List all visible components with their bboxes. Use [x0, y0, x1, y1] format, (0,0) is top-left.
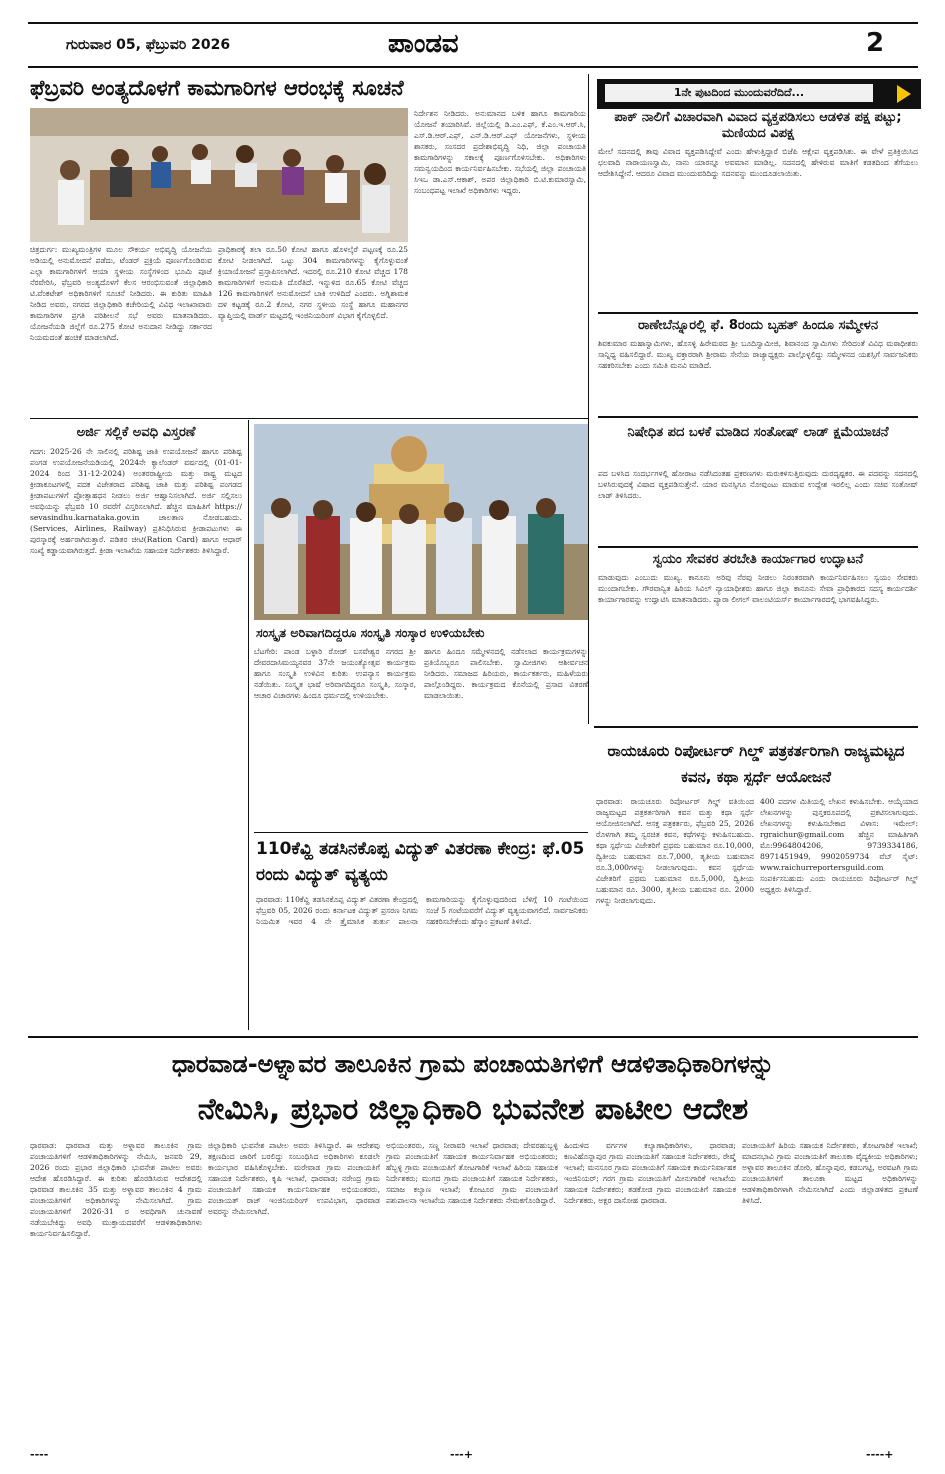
story-lad-body: ಪದ ಬಳಸಿದ ಸಂದರ್ಭಗಳಲ್ಲಿ ಹೋರಾಟ ನಡೆಸಿದಂತಹ ಪ್ರಕರಣಗಳು ಮರುಕಳಿಸುತ್ತಿರುವುದು ದುರದೃಷ್ಟಕರ. ಈ ಪದವನ್ನು ಸದನದಲ್ಲಿ ಬಳಸಿರುವುದಕ್ಕೆ ವಿಷಾದ ವ್ಯಕ್ತಪಡಿಸುತ್ತೇನೆ. ಯಾರ ಮನಸ್ಸಿಗೂ ನೋವುಂಟು ಮಾಡುವ ಉದ್ದೇಶ ಇರಲಿಲ್ಲ ಎಂದು ಸಚಿವ ಸಂತೋಷ್ ಲಾಡ್ ತಿಳಿಸಿದರು.	[598, 469, 918, 500]
bottom-story-col-5: ಪಂಚಾಯತಿಗೆ ಹಿರಿಯ ಸಹಾಯಕ ನಿರ್ದೇಶಕರು, ತೋಟಗಾರಿಕೆ ಇಲಾಖೆ; ಮಾದನಭಾವಿ ಗ್ರಾಮ ಪಂಚಾಯತಿಗೆ ತಾಲೂಕಾ ವೈದ್ಯಕೀಯ ಅಧಿಕಾರಿಗಳು; ಅಳ್ನಾವರ ತಾಲೂಕಿನ ಡೋರಿ, ಹೊನ್ನಾಪುರ, ಕಡಬಗಟ್ಟಿ, ಅರವಟಗಿ ಗ್ರಾಮ ಪಂಚಾಯತಿಗಳಿಗೆ ತಾಲೂಕಾ ಮಟ್ಟದ ಅಧಿಕಾರಿಗಳನ್ನು ಆಡಳಿತಾಧಿಕಾರಿಗಳಾಗಿ ನೇಮಿಸಲಾಗಿದೆ ಎಂದು ಜಿಲ್ಲಾಡಳಿತದ ಪ್ರಕಟಣೆ ತಿಳಿಸಿದೆ.	[742, 1141, 918, 1205]
story-hindu-body: ಶಿವಕುಮಾರ ಮಹಾಸ್ವಾಮಿಗಳು, ಹೊಸಳ್ಳಿ ಹಿರೇಮಠದ ಶ್ರೀ ಬೂದಿಸ್ವಾಮೀಜಿ, ಶಿವಾನಂದ ಸ್ವಾಮಿಗಳು ಸೇರಿದಂತೆ ವಿವಿಧ ಮಠಾಧೀಶರು ಸಾನ್ನಿಧ್ಯ ವಹಿಸಲಿದ್ದಾರೆ. ಮುಖ್ಯ ವಕ್ತಾರರಾಗಿ ಶ್ರೀರಾಮ ಸೇನೆಯ ರಾಜ್ಯಾಧ್ಯಕ್ಷರು ಪಾಲ್ಗೊಳ್ಳಲಿದ್ದು ಸಮ್ಮೇಳನದ ಯಶಸ್ಸಿಗೆ ಸಾರ್ವಜನಿಕರು ಸಹಕರಿಸಬೇಕು ಎಂದು ಸಮಿತಿ ಮನವಿ ಮಾಡಿದೆ.	[598, 339, 918, 370]
story-divider	[598, 546, 918, 548]
footer-mark-center: ---+	[450, 1448, 473, 1461]
photo-story-col-1: ಬೆಟಗೇರಿ: ಪಾಂಡ ಬಳ್ಳಾರಿ ರೋಡ್ ಬಸವೇಶ್ವರ ನಗರದ ಶ್ರೀ ದೇವರದಾಸಿಮಯ್ಯನವರ 37ನೇ ಜಯಂತ್ಯೋತ್ಸವ ಕಾರ್ಯಕ್ರಮ ಹಾಗೂ ಸಂಸ್ಕೃತಿ ಉಳಿವಿನ ಕುರಿತು ಉಪನ್ಯಾಸ ಕಾರ್ಯಕ್ರಮ ನಡೆಯಿತು. ಸಂಸ್ಕೃತ ಭಾಷೆ ಅರಿವಾಗದಿದ್ದರೂ ಸಂಸ್ಕೃತಿ, ಸಂಸ್ಕಾರ, ಆಚಾರ ವಿಚಾರಗಳು ಹಿಂದೂ ಧರ್ಮದಲ್ಲಿ ಉಳಿಯಬೇಕು.	[254, 647, 416, 700]
newspaper-title: ಪಾಂಡವ	[388, 29, 459, 59]
bottom-story-col-3: ಅಭಿಯಂತರರು, ಸಣ್ಣ ನೀರಾವರಿ ಇಲಾಖೆ ಧಾರವಾಡ; ದೇವರಹುಬ್ಬಳ್ಳಿ ಗ್ರಾಮ ಪಂಚಾಯತಿಗೆ ಸಹಾಯಕ ಕಾರ್ಯನಿರ್ವಾಹಕ ಅಭಿಯಂತರರು; ಹೆಬ್ಬಳ್ಳಿ ಗ್ರಾಮ ಪಂಚಾಯತಿಗೆ ತೋಟಗಾರಿಕೆ ಇಲಾಖೆ ಹಿರಿಯ ಸಹಾಯಕ ನಿರ್ದೇಶಕರು; ಮುಗದ ಗ್ರಾಮ ಪಂಚಾಯತಿಗೆ ಸಹಾಯಕ ನಿರ್ದೇಶಕರು, ಸಮಾಜ ಕಲ್ಯಾಣ ಇಲಾಖೆ; ಕೋಟೂರ ಗ್ರಾಮ ಪಂಚಾಯತಿಗೆ ಪಶುಪಾಲನಾ ಇಲಾಖೆಯ ಸಹಾಯಕ ನಿರ್ದೇಶಕರು ನೇಮಕಗೊಂಡಿದ್ದಾರೆ.	[386, 1141, 558, 1205]
masthead-top-rule	[28, 22, 918, 24]
top-story-headline: ಫೆಬ್ರವರಿ ಅಂತ್ಯದೊಳಗೆ ಕಾಮಗಾರಿಗಳ ಆರಂಭಕ್ಕೆ ಸೂಚನೆ	[30, 76, 404, 100]
top-story-col-2: ಪ್ರಾಧಿಕಾರಕ್ಕೆ ತಲಾ ರೂ.50 ಕೋಟಿ ಹಾಗೂ ಹೊಳಲ್ಕೆರೆ ಪಟ್ಟಣಕ್ಕೆ ರೂ.25 ಕೋಟಿ ನೀಡಲಾಗಿದೆ. ಒಟ್ಟು 304 ಕಾಮಗಾರಿಗಳನ್ನು ಕೈಗೊಳ್ಳುವಂತೆ ಕ್ರಿಯಾಯೋಜನೆ ಪ್ರಸ್ತಾಪಿಸಲಾಗಿದೆ. ಇದರಲ್ಲಿ ರೂ.210 ಕೋಟಿ ವೆಚ್ಚದ 178 ಕಾಮಗಾರಿಗಳಿಗೆ ಅನುಮತಿ ದೊರೆತಿದೆ. ಇನ್ನುಳಿದ ರೂ.65 ಕೋಟಿ ವೆಚ್ಚದ 126 ಕಾಮಗಾರಿಗಳಿಗೆ ಅನುಮೋದನೆ ಬಾಕಿ ಉಳಿದಿದೆ ಎಂದರು. ಅಗ್ನಿಶಾಮಕ ದಳ ಕಟ್ಟಡಕ್ಕೆ ರೂ.2 ಕೋಟಿ, ನಗರ ಸ್ಥಳೀಯ ಸಂಸ್ಥೆ ಹಾಗೂ ಮಹಾನಗರ ವ್ಯಾಪ್ತಿಯಲ್ಲಿ ವಾರ್ಡ್ ಮಟ್ಟದಲ್ಲಿ ಇಂಜಿನಿಯರಿಂಗ್ ವಿಭಾಗ ಕೈಗೊಳ್ಳಲಿದೆ.	[218, 245, 408, 320]
section-rule	[594, 726, 918, 728]
footer-mark-right: ----+	[866, 1448, 894, 1461]
power-story-body: ಧಾರವಾಡ: 110ಕೆವ್ಹಿ ತಡಸಿನಕೊಪ್ಪ ವಿದ್ಯುತ್ ವಿತರಣಾ ಕೇಂದ್ರದಲ್ಲಿ ಫೆಬ್ರವರಿ 05, 2026 ರಂದು ಕರ್ನಾಟಕ ವಿದ್ಯುತ್ ಪ್ರಸರಣ ನಿಗಮ ನಿಯಮಿತ ಇವರ 4 ನೇ ತ್ರೈಮಾಸಿಕ ತುರ್ತು ಪಾಲನಾ ಕಾಮಗಾರಿಯನ್ನು ಕೈಗೊಳ್ಳುವುದರಿಂದ ಬೆಳಿಗ್ಗೆ 10 ಗಂಟೆಯಿಂದ ಸಂಜೆ 5 ಗಂಟೆಯವರೆಗೆ ವಿದ್ಯುತ್ ವ್ಯತ್ಯಯವಾಗಲಿದೆ. ಸಾರ್ವಜನಿಕರು ಸಹಕರಿಸಬೇಕೆಂದು ಹೆಸ್ಕಾಂ ಪ್ರಕಟಣೆ ತಿಳಿಸಿದೆ.	[256, 895, 588, 926]
bottom-story-head-line-1: ಧಾರವಾಡ-ಅಳ್ನಾವರ ತಾಲೂಕಿನ ಗ್ರಾಮ ಪಂಚಾಯತಿಗಳಿಗೆ ಆಡಳಿತಾಧಿಕಾರಿಗಳನ್ನು	[171, 1050, 775, 1078]
continued-banner	[597, 79, 921, 109]
story-volunteer-head: ಸ್ವಯಂ ಸೇವಕರ ತರಬೇತಿ ಕಾರ್ಯಾಗಾರ ಉದ್ಘಾಟನೆ	[652, 552, 864, 567]
application-extension-head: ಅರ್ಜಿ ಸಲ್ಲಿಕೆ ಅವಧಿ ವಿಸ್ತರಣೆ	[76, 425, 196, 440]
story-lad-head: ನಿಷೇಧಿತ ಪದ ಬಳಕೆ ಮಾಡಿದ ಸಂತೋಷ್ ಲಾಡ್ ಕ್ಷಮೆಯಾಚನೆ	[627, 425, 889, 440]
story-volunteer-body: ಮಾಡುವುದು ಎಂಬುದು ಮುಖ್ಯ. ಕಾನೂನು ಅರಿವು ನೆರವು ನೀಡಲು ನಿರಂತರವಾಗಿ ಕಾರ್ಯನಿರ್ವಹಿಸಲು ಸ್ವಯಂ ಸೇವಕರು ಮುಂದಾಗಬೇಕು. ಗೌರವಾನ್ವಿತ ಹಿರಿಯ ಸಿವಿಲ್ ನ್ಯಾಯಾಧೀಶರು ಹಾಗೂ ಜಿಲ್ಲಾ ಕಾನೂನು ಸೇವಾ ಪ್ರಾಧಿಕಾರದ ಸದಸ್ಯ ಕಾರ್ಯದರ್ಶಿ ಕಾರ್ಯಾಗಾರವನ್ನು ಉದ್ಘಾಟಿಸಿ ಮಾತನಾಡಿದರು. ಪ್ಯಾರಾ ಲೀಗಲ್ ವಾಲಂಟಿಯರ್ಸ್ ಕಾರ್ಯಾಗಾರದಲ್ಲಿ ಭಾಗವಹಿಸಿದ್ದರು.	[598, 573, 918, 604]
bottom-story-col-4: ಹಿಂದುಳಿದ ವರ್ಗಗಳ ಕಲ್ಯಾಣಾಧಿಕಾರಿಗಳು, ಧಾರವಾಡ; ಕಣವಿಹೊನ್ನಾಪುರ ಗ್ರಾಮ ಪಂಚಾಯತಿಗೆ ಸಹಾಯಕ ನಿರ್ದೇಶಕರು, ರೇಷ್ಮೆ ಇಲಾಖೆ; ಮನಸೂರ ಗ್ರಾಮ ಪಂಚಾಯತಿಗೆ ಸಹಾಯಕ ಕಾರ್ಯನಿರ್ವಾಹಕ ಇಂಜಿನಿಯರ್; ಗರಗ ಗ್ರಾಮ ಪಂಚಾಯತಿಗೆ ಮೀನುಗಾರಿಕೆ ಇಲಾಖೆಯ ಸಹಾಯಕ ನಿರ್ದೇಶಕರು; ತಡಕೋಡ ಗ್ರಾಮ ಪಂಚಾಯತಿಗೆ ಸಹಾಯಕ ನಿರ್ದೇಶಕರು, ಅಕ್ಷರ ದಾಸೋಹ ಧಾರವಾಡ.	[564, 1141, 736, 1205]
section-rule	[30, 418, 588, 419]
story-pak-body: ಮೇಲೆ ಸದನದಲ್ಲಿ ತಾವು ವಿವಾದ ವ್ಯಕ್ತಪಡಿಸಿದ್ದೇವೆ ಎಂದು ಹೇಳುತ್ತಿದ್ದಾರೆ ಬಿಜೆಪಿ ಆಕ್ಷೇಪ ವ್ಯಕ್ತಪಡಿಸಿತು. ಈ ವೇಳೆ ಪ್ರತಿಕ್ರಿಯಿಸಿದ ಛಲವಾದಿ ನಾರಾಯಣಸ್ವಾಮಿ, ನಾನು ಯಾರನ್ನೂ ಅವಮಾನ ಮಾಡಿಲ್ಲ. ಸದನದಲ್ಲಿ ಹೇಳಿರುವ ಮಾತಿಗೆ ಕಡತದಿಂದ ತೆಗೆಯಲು ಆದೇಶಿಸಿದ್ದೇನೆ. ಆದರೂ ವಿವಾದ ಮುಂದುವರಿದಿದ್ದು ಸದನವನ್ನು ಮುಂದೂಡಲಾಯಿತು.	[598, 147, 918, 178]
reporters-story-col-1: ಧಾರವಾಡ: ರಾಯಚೂರು ರಿಪೋರ್ಟರ್ ಗಿಲ್ಡ್ ವತಿಯಿಂದ ರಾಜ್ಯಮಟ್ಟದ ಪತ್ರಕರ್ತರಿಗಾಗಿ ಕವನ ಮತ್ತು ಕಥಾ ಸ್ಪರ್ಧೆ ಆಯೋಜಿಸಲಾಗಿದೆ. ಆಸಕ್ತ ಪತ್ರಕರ್ತರು, ಫೆಬ್ರವರಿ 25, 2026 ರೊಳಗಾಗಿ ತಮ್ಮ ಸ್ವರಚಿತ ಕವನ, ಕಥೆಗಳನ್ನು ಕಳುಹಿಸಬಹುದು. ಕಥಾ ಸ್ಪರ್ಧೆಯ ವಿಜೇತರಿಗೆ ಪ್ರಥಮ ಬಹುಮಾನ ರೂ.10,000, ದ್ವಿತೀಯ ಬಹುಮಾನ ರೂ.7,000, ತೃತೀಯ ಬಹುಮಾನ ರೂ.3,000ಗಳನ್ನು ನೀಡಲಾಗುವುದು. ಕವನ ಸ್ಪರ್ಧೆಯ ವಿಜೇತರಿಗೆ ಪ್ರಥಮ ಬಹುಮಾನ ರೂ.5,000, ದ್ವಿತೀಯ ಬಹುಮಾನ ರೂ. 3000, ತೃತೀಯ ಬಹುಮಾನ ರೂ. 2000 ಗಳನ್ನು ನೀಡಲಾಗುವುದು.	[596, 797, 754, 905]
photo-story-col-2: ಹಾಗೂ ಹಿಂದೂ ಸಮ್ಮೇಳನದಲ್ಲಿ ನಡೆಸಲಾದ ಕಾರ್ಯಕ್ರಮಗಳನ್ನು ಪ್ರತಿಯೊಬ್ಬರೂ ಪಾಲಿಸಬೇಕು. ಸ್ವಾಮೀಜಿಗಳು ಆಶೀರ್ವಚನ ನೀಡಿದರು. ಸಮಾಜದ ಹಿರಿಯರು, ಕಾರ್ಯಕರ್ತರು, ಮಹಿಳೆಯರು ಪಾಲ್ಗೊಂಡಿದ್ದರು. ಕಾರ್ಯಕ್ರಮದ ಕೊನೆಯಲ್ಲಿ ಪ್ರಸಾದ ವಿತರಣೆ ಮಾಡಲಾಯಿತು.	[424, 647, 588, 700]
meeting-photo	[30, 108, 408, 242]
section-rule	[28, 1036, 918, 1038]
story-divider	[598, 416, 918, 418]
story-divider	[598, 312, 918, 314]
arrow-right-icon	[897, 85, 911, 103]
reporters-story-col-2: 400 ಪದಗಳ ಮಿತಿಯಲ್ಲಿ ಲೇಖನ ಕಳುಹಿಸಬೇಕು. ಆಯ್ಕೆಯಾದ ಲೇಖನಗಳನ್ನು ಪುಸ್ತಕರೂಪದಲ್ಲಿ ಪ್ರಕಟಿಸಲಾಗುವುದು. ಲೇಖನಗಳನ್ನು ಕಳುಹಿಸಬೇಕಾದ ವಿಳಾಸ: ಇಮೇಲ್: rgraichur@gmail.com ಹೆಚ್ಚಿನ ಮಾಹಿತಿಗಾಗಿ ಮೊ:9964804206, 9739334186, 8971451949, 9902059734 ವೆಬ್ ಸೈಟ್: www.raichurreportersguild.com ಸಂಪರ್ಕಿಸಬಹುದು ಎಂದು ರಾಯಚೂರು ರಿಪೋರ್ಟರ್ ಗಿಲ್ಡ್ ಅಧ್ಯಕ್ಷರು ತಿಳಿಸಿದ್ದಾರೆ.	[760, 797, 918, 894]
reporters-story-head: ರಾಯಚೂರು ರಿಪೋರ್ಟರ್ ಗಿಲ್ಡ್ ಪತ್ರಕರ್ತರಿಗಾಗಿ ರಾಜ್ಯಮಟ್ಟದ ಕವನ, ಕಥಾ ಸ್ಪರ್ಧೆ ಆಯೋಜನೆ	[607, 742, 905, 786]
application-extension-body: ಗದಗ: 2025-26 ನೇ ಸಾಲಿನಲ್ಲಿ ಪರಿಶಿಷ್ಟ ಜಾತಿ ಉಪಯೋಜನೆ ಹಾಗೂ ಪರಿಶಿಷ್ಟ ಪಂಗಡ ಉಪಯೋಜನೆಯಡಿಯಲ್ಲಿ 2024ನೇ ಕ್ಯಾಲೆಂಡರ್ ವರ್ಷದಲ್ಲಿ (01-01-2024 ರಿಂದ 31-12-2024) ಅಂತರರಾಷ್ಟ್ರೀಯ ಮತ್ತು ರಾಷ್ಟ್ರ ಮಟ್ಟದ ಕ್ರೀಡಾಕೂಟಗಳಲ್ಲಿ ಪದಕ ವಿಜೇತರಾದ ಪರಿಶಿಷ್ಟ ಜಾತಿ ಮತ್ತು ಪರಿಶಿಷ್ಟ ಪಂಗಡದ ಕ್ರೀಡಾಪಟುಗಳಿಗೆ ಪ್ರೋತ್ಸಾಹಧನ ನೀಡಲು ಅರ್ಜಿ ಆಹ್ವಾನಿಸಲಾಗಿದೆ. ಅರ್ಜಿ ಸಲ್ಲಿಸಲು ಅವಧಿಯನ್ನು ಫೆಬ್ರವರಿ 10 ರವರೆಗೆ ವಿಸ್ತರಿಸಲಾಗಿದೆ. ಹೆಚ್ಚಿನ ಮಾಹಿತಿಗೆ https:// sevasindhu.karnataka.gov.in ಜಾಲತಾಣ ನೋಡಬಹುದು. (Services, Airlines, Railway) ಪ್ರತಿನಿಧಿಸಿರುವ ಕ್ರೀಡಾಪಟುಗಳು ಈ ಪುರಸ್ಕಾರಕ್ಕೆ ಅರ್ಹರಾಗಿರುತ್ತಾರೆ. ಪಡಿತರ ಚೀಟಿ(Ration Card) ಹಾಗೂ ಆಧಾರ್ ಸಂಖ್ಯೆ ಕಡ್ಡಾಯವಾಗಿರುತ್ತದೆ. ಕ್ರೀಡಾ ಇಲಾಖೆಯ ಸಹಾಯಕ ನಿರ್ದೇಶಕರು ತಿಳಿಸಿದ್ದಾರೆ.	[30, 447, 242, 555]
footer-mark-left: ----	[30, 1448, 49, 1461]
masthead-bottom-rule	[28, 66, 918, 68]
power-story-head: 110ಕೆವ್ಹಿ ತಡಸಿನಕೊಪ್ಪ ವಿದ್ಯುತ್ ವಿತರಣಾ ಕೇಂದ್ರ: ಫೆ.05 ರಂದು ವಿದ್ಯುತ್ ವ್ಯತ್ಯಯ	[256, 839, 585, 885]
issue-date: ಗುರುವಾರ 05, ಫೆಬ್ರುವರಿ 2026	[66, 37, 231, 53]
continued-label: 1ನೇ ಪುಟದಿಂದ ಮುಂದುವರೆದಿದೆ...	[605, 84, 873, 102]
photo-story-head: ಸಂಸ್ಕೃತ ಅರಿವಾಗದಿದ್ದರೂ ಸಂಸ್ಕೃತಿ ಸಂಸ್ಕಾರ ಉಳಿಯಬೇಕು	[256, 625, 485, 640]
bottom-story-col-1: ಧಾರವಾಡ: ಧಾರವಾಡ ಮತ್ತು ಅಳ್ನಾವರ ತಾಲೂಕಿನ ಗ್ರಾಮ ಪಂಚಾಯತಿಗಳಿಗೆ ಆಡಳಿತಾಧಿಕಾರಿಗಳನ್ನು ನೇಮಿಸಿ, ಜನವರಿ 29, 2026 ರಂದು ಪ್ರಭಾರ ಜಿಲ್ಲಾಧಿಕಾರಿ ಭುವನೇಶ ಪಾಟೀಲ ಅವರು ಆದೇಶ ಹೊರಡಿಸಿದ್ದಾರೆ. ಈ ಕುರಿತು ಹೊರಡಿಸಿರುವ ಆದೇಶದಲ್ಲಿ ಧಾರವಾಡ ತಾಲೂಕಿನ 35 ಮತ್ತು ಅಳ್ನಾವರ ತಾಲೂಕಿನ 4 ಗ್ರಾಮ ಪಂಚಾಯತಿಗಳಿಗೆ ಅಧಿಕಾರಿಗಳನ್ನು ನೇಮಿಸಲಾಗಿದೆ. ಗ್ರಾಮ ಪಂಚಾಯತಿಗಳಿಗೆ 2026-31 ರ ಅವಧಿಗಾಗಿ ಚುನಾವಣೆ ನಡೆಯಬೇಕಿದ್ದು ಅವಧಿ ಮುಕ್ತಾಯದವರೆಗೆ ಆಡಳಿತಾಧಿಕಾರಿಗಳು ಕಾರ್ಯನಿರ್ವಹಿಸಲಿದ್ದಾರೆ.	[30, 1141, 202, 1238]
bottom-story-head-line-2: ನೇಮಿಸಿ, ಪ್ರಭಾರ ಜಿಲ್ಲಾಧಿಕಾರಿ ಭುವನೇಶ ಪಾಟೀಲ ಆದೇಶ	[197, 1092, 749, 1127]
event-photo	[254, 424, 588, 620]
page-number: 2	[866, 28, 885, 58]
story-hindu-head: ರಾಣೇಬೆನ್ನೂರಲ್ಲಿ ಫೆ. 8ರಂದು ಬೃಹತ್ ಹಿಂದೂ ಸಮ್ಮೇಳನ	[637, 318, 879, 333]
top-story-col-1: ಚಿತ್ರದುರ್ಗ: ಮುಖ್ಯಮಂತ್ರಿಗಳ ಮೂಲ ಸೌಕರ್ಯ ಅಭಿವೃದ್ಧಿ ಯೋಜನೆಯ ಅಡಿಯಲ್ಲಿ ಅನುಮೋದನೆ ಪಡೆದು, ಟೆಂಡರ್ ಪ್ರಕ್ರಿಯೆ ಪೂರ್ಣಗೊಂಡಿರುವ ಎಲ್ಲಾ ಕಾಮಗಾರಿಗಳಿಗೆ ಆಯಾ ಸ್ಥಳೀಯ ಸಂಸ್ಥೆಗಳಿಂದ ಭೂಮಿ ಪೂಜೆ ನೆರವೇರಿಸಿ, ಫೆಬ್ರವರಿ ಅಂತ್ಯದೊಳಗೆ ಕೆಲಸ ಆರಂಭಿಸುವಂತೆ ಜಿಲ್ಲಾಧಿಕಾರಿ ಟಿ.ವೆಂಕಟೇಶ್ ಅಧಿಕಾರಿಗಳಿಗೆ ಸೂಚನೆ ನೀಡಿದರು. ಈ ಕುರಿತು ಮಾಹಿತಿ ನೀಡಿದ ಅವರು, ನಗರದ ಜಿಲ್ಲಾಧಿಕಾರಿ ಕಚೇರಿಯಲ್ಲಿ ವಿವಿಧ ಇಲಾಖಾವಾರು ಕಾಮಗಾರಿಗಳ ಪ್ರಗತಿ ಪರಿಶೀಲನೆ ಸಭೆ ಅವರು ಮಾತನಾಡಿದರು. ಯೋಜನೆಯಡಿ ಜಿಲ್ಲೆಗೆ ರೂ.275 ಕೋಟಿ ಅನುದಾನ ನೀಡಿದ್ದು ಸರ್ಕಾರದ ನಿಯಮದಂತೆ ಹಂಚಿಕೆ ಮಾಡಲಾಗಿದೆ.	[30, 245, 212, 342]
story-pak-head: ಪಾಕ್ ನಾಲಿಗೆ ವಿಚಾರವಾಗಿ ವಿವಾದ ವ್ಯಕ್ತಪಡಿಸಲು ಆಡಳಿತ ಪಕ್ಷ ಪಟ್ಟು; ಮಣಿಯದ ವಿಪಕ್ಷ	[614, 110, 902, 141]
top-story-col-3: ನಿರ್ದೇಶನ ನೀಡಿದರು. ಅನುಮಾನದ ಬಳಿಕ ಹಾಗೂ ಕಾಮಗಾರಿಯ ಯೋಜನೆ ತಯಾರಿಸಿವೆ. ಜಿಲ್ಲೆಯಲ್ಲಿ ಡಿ.ಎಂ.ಎಫ್, ಕೆ.ಎಂ.ಇ.ಆರ್.ಸಿ, ಎಸ್.ಡಿ.ಆರ್.ಎಫ್, ಎನ್.ಡಿ.ಆರ್.ಎಫ್ ಯೋಜನೆಗಳು, ಸ್ಥಳೀಯ ಶಾಸಕರು, ಸಂಸದರ ಪ್ರದೇಶಾಭಿವೃದ್ಧಿ ನಿಧಿ, ಜಿಲ್ಲಾ ಪಂಚಾಯತಿ ಕಾಮಗಾರಿಗಳನ್ನು ಸಕಾಲಕ್ಕೆ ಪೂರ್ಣಗೊಳಿಸಬೇಕು. ಅಧಿಕಾರಿಗಳು ಸಮನ್ವಯದಿಂದ ಕಾರ್ಯನಿರ್ವಹಿಸಬೇಕು. ಸಭೆಯಲ್ಲಿ ಜಿಲ್ಲಾ ಪಂಚಾಯತಿ ಸಿಇಒ ಡಾ.ಎಸ್.ಆಕಾಶ್, ಅಪರ ಜಿಲ್ಲಾಧಿಕಾರಿ ಬಿ.ಟಿ.ಕುಮಾರಸ್ವಾಮಿ, ಸಂಬಂಧಪಟ್ಟ ಇಲಾಖೆ ಅಧಿಕಾರಿಗಳು ಇದ್ದರು.	[414, 109, 586, 195]
section-rule	[254, 832, 588, 833]
bottom-story-col-2: ಜಿಲ್ಲಾಧಿಕಾರಿ ಭುವನೇಶ ಪಾಟೀಲ ಅವರು ತಿಳಿಸಿದ್ದಾರೆ. ಈ ಆದೇಶವು ತಕ್ಷಣದಿಂದ ಜಾರಿಗೆ ಬರಲಿದ್ದು ಸಂಬಂಧಿಸಿದ ಅಧಿಕಾರಿಗಳು ಕೂಡಲೇ ಕಾರ್ಯಭಾರ ವಹಿಸಿಕೊಳ್ಳಬೇಕು. ಮರೇವಾಡ ಗ್ರಾಮ ಪಂಚಾಯತಿಗೆ ಸಹಾಯಕ ನಿರ್ದೇಶಕರು, ಕೃಷಿ ಇಲಾಖೆ, ಧಾರವಾಡ; ನರೇಂದ್ರ ಗ್ರಾಮ ಪಂಚಾಯತಿಗೆ ಸಹಾಯಕ ಕಾರ್ಯನಿರ್ವಾಹಕ ಅಭಿಯಂತರರು, ಪಂಚಾಯತ್ ರಾಜ್ ಇಂಜಿನಿಯರಿಂಗ್ ಉಪವಿಭಾಗ, ಧಾರವಾಡ ಅವರನ್ನು ನೇಮಿಸಲಾಗಿದೆ.	[208, 1141, 380, 1216]
column-divider	[248, 420, 249, 1030]
